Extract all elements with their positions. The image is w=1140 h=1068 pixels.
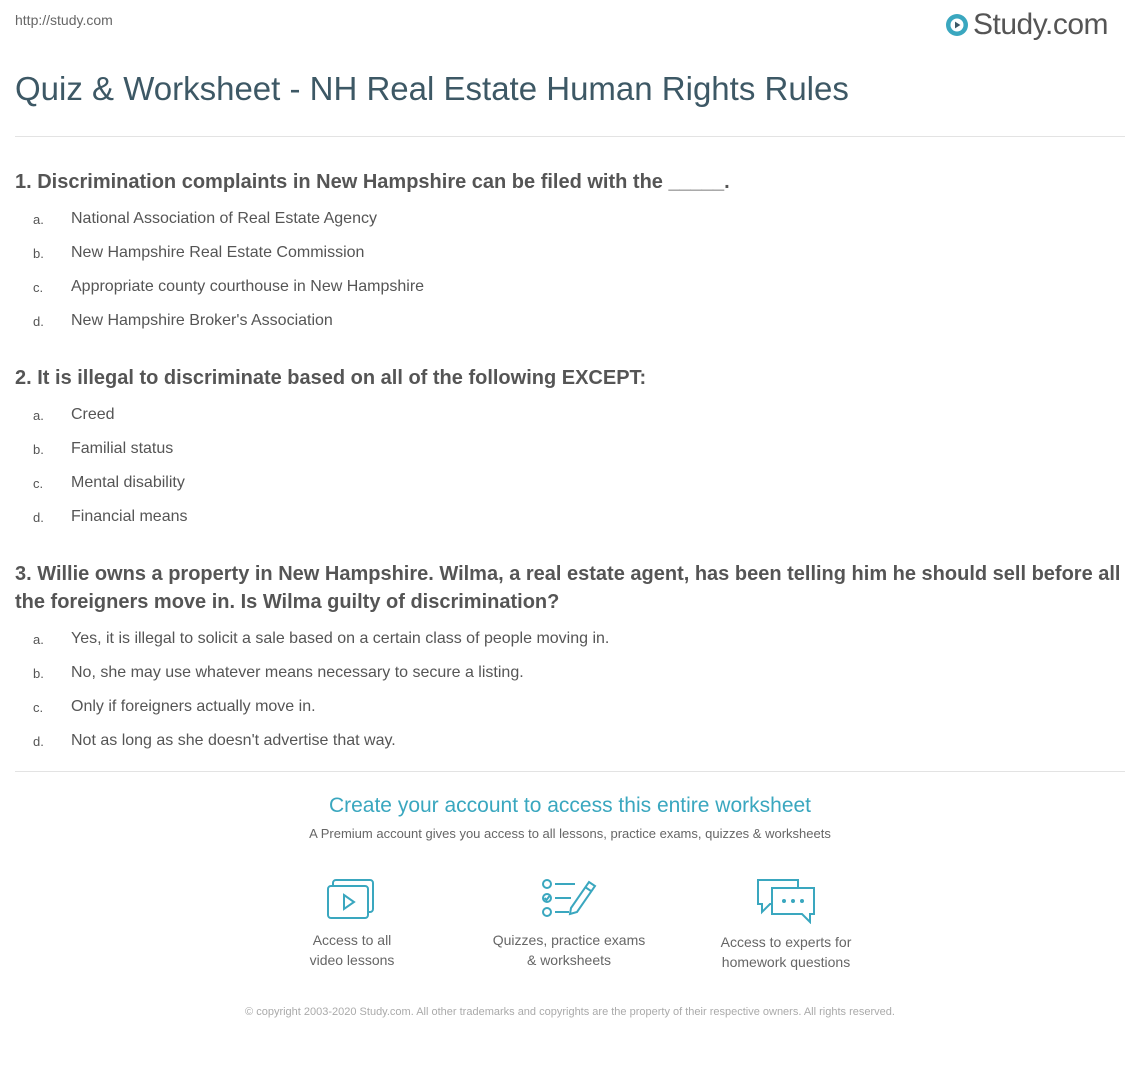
cta-subtitle: A Premium account gives you access to all lessons, practice exams, quizzes & worksheets bbox=[309, 826, 831, 841]
choice-text: New Hampshire Real Estate Commission bbox=[71, 244, 365, 261]
premium-features bbox=[0, 876, 1140, 986]
answer-choice[interactable] bbox=[15, 690, 1127, 724]
choice-letter: a. bbox=[33, 631, 44, 647]
choice-letter: a. bbox=[33, 407, 44, 423]
feature-label: Access to experts for homework questions bbox=[720, 934, 852, 970]
answer-choice[interactable] bbox=[15, 724, 1127, 758]
question-2 bbox=[15, 364, 1127, 534]
answer-choices bbox=[15, 622, 1127, 758]
question-1 bbox=[15, 168, 1127, 338]
choice-text: National Association of Real Estate Agency bbox=[71, 210, 377, 227]
page-title: Quiz & Worksheet - NH Real Estate Human Rights Rules bbox=[15, 70, 849, 107]
choice-text: Creed bbox=[71, 406, 115, 423]
study-logo[interactable] bbox=[945, 8, 1108, 42]
choice-letter: c. bbox=[33, 475, 44, 491]
answer-choice[interactable] bbox=[15, 500, 1127, 534]
choice-text: Only if foreigners actually move in. bbox=[71, 698, 316, 715]
answer-choice[interactable] bbox=[15, 622, 1127, 656]
top-bar bbox=[0, 0, 1140, 60]
choice-text: Familial status bbox=[71, 440, 174, 457]
choice-letter: c. bbox=[33, 699, 44, 715]
answer-choice[interactable] bbox=[15, 270, 1127, 304]
answer-choice[interactable] bbox=[15, 432, 1127, 466]
video-lessons-icon bbox=[326, 876, 378, 922]
choice-letter: d. bbox=[33, 313, 44, 329]
choice-letter: b. bbox=[33, 665, 44, 681]
create-account-link[interactable]: Create your account to access this entire worksheet bbox=[328, 794, 812, 817]
question-text: 1. Discrimination complaints in New Hampshire can be filed with the _____. bbox=[15, 171, 730, 193]
choice-text: Yes, it is illegal to solicit a sale based on a certain class of people moving in. bbox=[71, 630, 610, 647]
site-url[interactable]: http://study.com bbox=[15, 12, 113, 28]
question-3 bbox=[15, 560, 1127, 758]
question-text: 2. It is illegal to discriminate based on all of the following EXCEPT: bbox=[15, 367, 647, 389]
choice-text: Not as long as she doesn't advertise that way. bbox=[71, 732, 396, 749]
choice-letter: a. bbox=[33, 211, 44, 227]
chat-bubbles-icon bbox=[754, 876, 818, 924]
answer-choices bbox=[15, 398, 1127, 534]
feature-label: Quizzes, practice exams & worksheets bbox=[492, 932, 646, 968]
answer-choice[interactable] bbox=[15, 466, 1127, 500]
answer-choice[interactable] bbox=[15, 398, 1127, 432]
answer-choice[interactable] bbox=[15, 236, 1127, 270]
cta-divider bbox=[15, 771, 1125, 772]
feature-label: Access to all video lessons bbox=[309, 932, 395, 968]
logo-wordmark: Study.com bbox=[973, 8, 1108, 41]
choice-letter: d. bbox=[33, 733, 44, 749]
answer-choice[interactable] bbox=[15, 202, 1127, 236]
answer-choice[interactable] bbox=[15, 656, 1127, 690]
feature-quizzes bbox=[469, 876, 669, 970]
play-circle-logo-icon bbox=[945, 13, 969, 37]
choice-letter: d. bbox=[33, 509, 44, 525]
choice-text: New Hampshire Broker's Association bbox=[71, 312, 333, 329]
choice-letter: c. bbox=[33, 279, 44, 295]
title-divider bbox=[15, 136, 1125, 137]
feature-experts bbox=[686, 876, 886, 972]
choice-text: Mental disability bbox=[71, 474, 185, 491]
feature-video-lessons bbox=[252, 876, 452, 970]
choice-text: No, she may use whatever means necessary to secure a listing. bbox=[71, 664, 524, 681]
quiz-section bbox=[15, 168, 1127, 784]
question-text: 3. Willie owns a property in New Hampshire. Wilma, a real estate agent, has been telling him he should sell before all the foreigners move in. Is Wilma guilty of discrimination? bbox=[15, 563, 1121, 613]
answer-choices bbox=[15, 202, 1127, 338]
choice-text: Appropriate county courthouse in New Hampshire bbox=[71, 278, 425, 295]
quiz-checklist-icon bbox=[541, 876, 597, 922]
copyright-notice: © copyright 2003-2020 Study.com. All other trademarks and copyrights are the property of their respective owners. All rights reserved. bbox=[245, 1006, 895, 1018]
choice-letter: b. bbox=[33, 441, 44, 457]
answer-choice[interactable] bbox=[15, 304, 1127, 338]
choice-text: Financial means bbox=[71, 508, 188, 525]
choice-letter: b. bbox=[33, 245, 44, 261]
signup-cta bbox=[0, 794, 1140, 841]
